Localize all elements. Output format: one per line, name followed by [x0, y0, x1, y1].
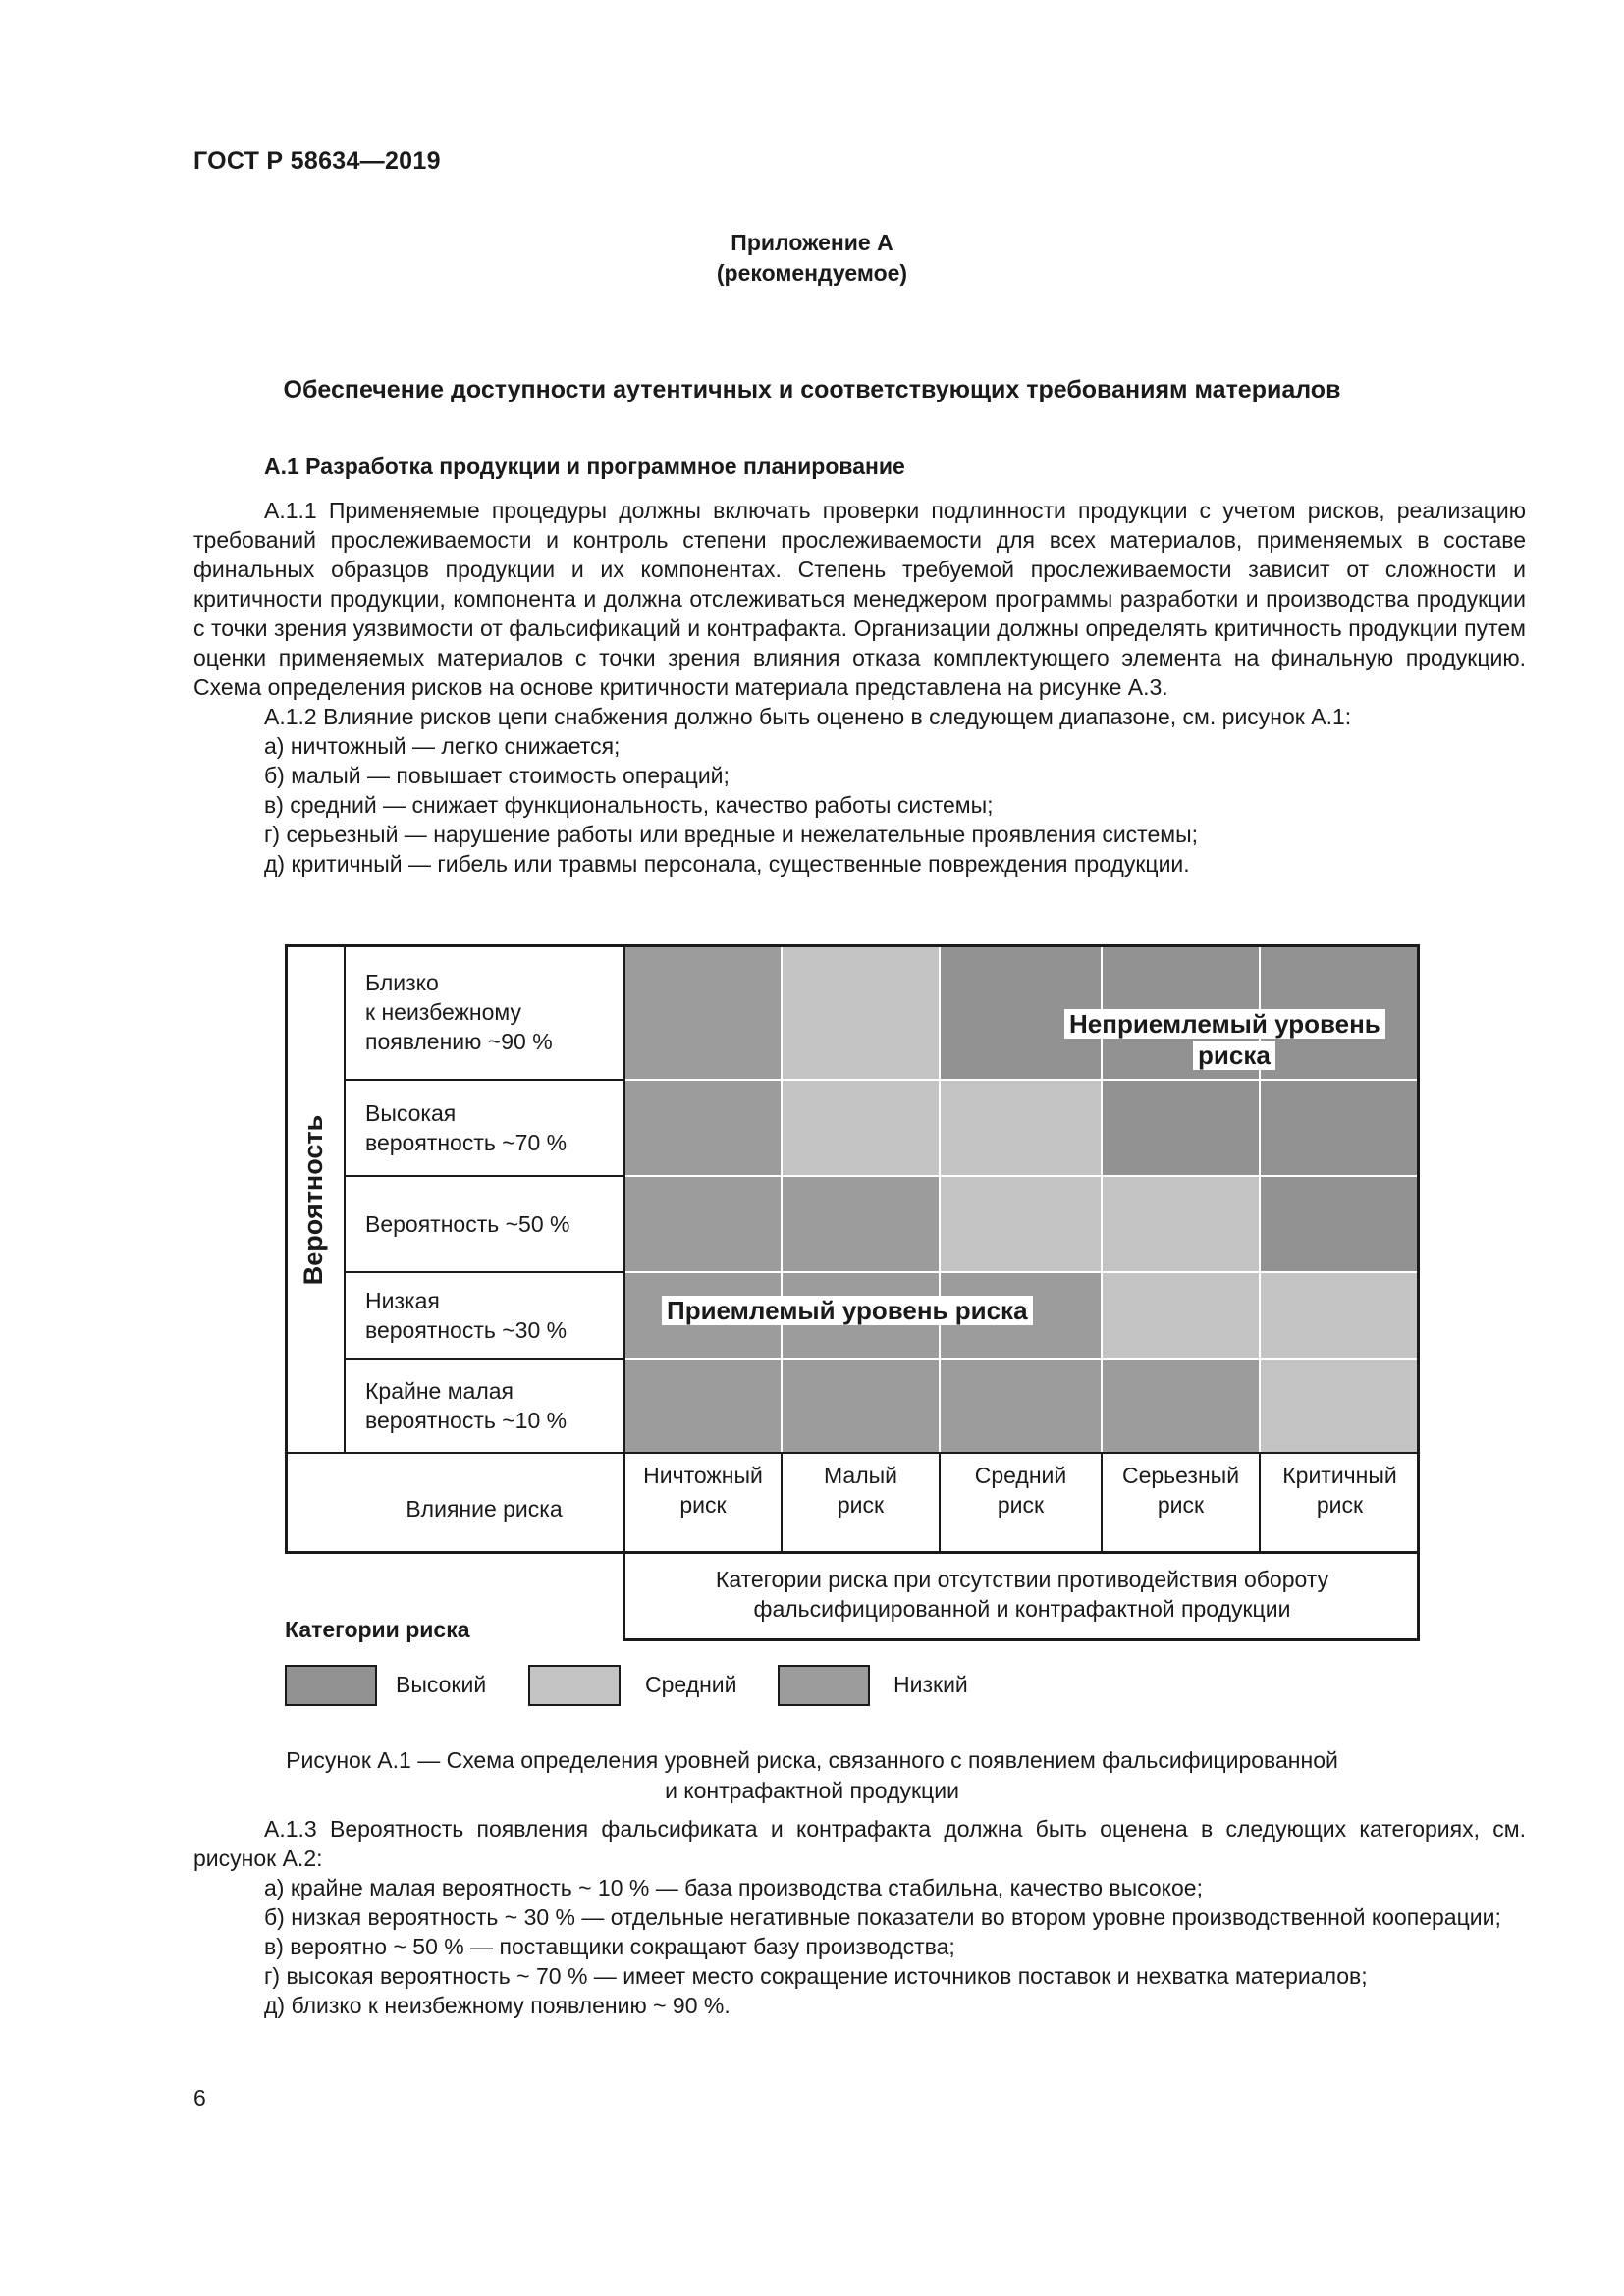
grid-line: [624, 1079, 1420, 1081]
matrix-cell: [1260, 1176, 1420, 1272]
section-heading: А.1 Разработка продукции и программное планирование: [264, 454, 905, 479]
matrix-cell: [1102, 1272, 1420, 1359]
risk-legend: [285, 1592, 1070, 1710]
column-label-minor: Малый риск: [823, 1463, 897, 1518]
matrix-cell: [1102, 1080, 1420, 1176]
column-label-critical: Критичный риск: [1282, 1463, 1397, 1518]
matrix-cell: [782, 1080, 940, 1176]
frame-line: [623, 944, 625, 1641]
annex-status: (рекомендуемое): [716, 260, 908, 286]
paragraph-a11: А.1.1 Применяемые процедуры должны включать проверки подлинности продукции с учетом рисков, реализацию требований прослеживаемости и контроль степени прослеживаемости для всех материалов, применяемых в составе финальных образцов продукции и их компонентах. Степень требуемой прослеживаемости зависит от сложности и критичности продукции, компонента и должна отслеживаться менеджером программы разработки и производства продукции с точки зрения уязвимости от фальсификаций и контрафакта. Организации должны определять критичность продукции путем оценки применяемых материалов с точки зрения влияния отказа комплектующего элемента на финальную продукцию. Схема определения рисков на основе критичности материала представлена на рисунке А.3.: [193, 498, 1526, 700]
risk-matrix-figure: [285, 944, 1420, 1622]
categories-note: Категории риска при отсутствии противодействия обороту фальсифицированной и контрафактной продукции: [715, 1567, 1329, 1622]
matrix-cell: [782, 1176, 940, 1272]
acceptable-zone-label: Приемлемый уровень риска: [662, 1296, 1033, 1325]
influence-label: Влияние риска: [406, 1496, 563, 1522]
list-item: б) малый — повышает стоимость операций;: [264, 763, 730, 788]
matrix-cell: [624, 1080, 782, 1176]
legend-swatch-medium: [528, 1665, 621, 1706]
list-item: г) серьезный — нарушение работы или вредные и нежелательные проявления системы;: [264, 822, 1198, 847]
matrix-cell: [782, 944, 940, 1080]
matrix-cell: [624, 944, 782, 1080]
matrix-cell: [624, 1359, 1260, 1453]
row-label-50: Вероятность ~50 %: [365, 1211, 570, 1237]
probability-axis-label: Вероятность: [298, 1114, 329, 1285]
legend-label-low: Низкий: [893, 1672, 968, 1697]
grid-line: [624, 1358, 1420, 1360]
column-label-medium: Средний риск: [974, 1463, 1067, 1518]
row-label-10: Крайне малая вероятность ~10 %: [365, 1378, 568, 1433]
grid-line: [781, 944, 783, 1453]
document-header: ГОСТ Р 58634—2019: [193, 147, 441, 175]
matrix-cell: [1102, 1176, 1260, 1272]
row-label-70: Высокая вероятность ~70 %: [365, 1100, 568, 1155]
row-label-30: Низкая вероятность ~30 %: [365, 1288, 568, 1343]
grid-line: [624, 1271, 1420, 1273]
column-label-serious: Серьезный риск: [1121, 1463, 1240, 1518]
list-item: г) высокая вероятность ~ 70 % — имеет место сокращение источников поставок и нехватка материалов;: [264, 1963, 1368, 1989]
legend-swatch-low: [778, 1665, 870, 1706]
grid-line: [939, 944, 941, 1453]
paragraph-a13: А.1.3 Вероятность появления фальсификата и контрафакта должна быть оценена в следующих категориях, см. рисунок А.2:: [193, 1816, 1526, 1871]
annex-heading: [0, 228, 1624, 289]
row-label-90: Близко к неизбежному появлению ~90 %: [365, 970, 553, 1054]
matrix-cell: [940, 1176, 1102, 1272]
list-item: в) средний — снижает функциональность, качество работы системы;: [264, 792, 994, 818]
list-item: а) ничтожный — легко снижается;: [264, 733, 621, 759]
matrix-cell: [1260, 1359, 1420, 1453]
text-block-2: [193, 1814, 1526, 2020]
annex-title: Приложение А: [731, 230, 893, 255]
unacceptable-zone-label: Неприемлемый уровень: [1064, 1009, 1385, 1039]
matrix-cell: [624, 1176, 782, 1272]
frame-line: [1417, 944, 1420, 1641]
main-title: Обеспечение доступности аутентичных и соответствующих требованиям материалов: [283, 376, 1341, 403]
paragraph-a12: А.1.2 Влияние рисков цепи снабжения должно быть оценено в следующем диапазоне, см. рисунок А.1:: [264, 704, 1352, 729]
page-number: 6: [193, 2085, 206, 2110]
frame-line: [285, 1551, 1420, 1554]
unacceptable-zone-label-2: риска: [1193, 1041, 1275, 1070]
list-item: б) низкая вероятность ~ 30 % — отдельные негативные показатели во втором уровне производственной кооперации;: [264, 1904, 1501, 1930]
legend-label-medium: Средний: [645, 1672, 737, 1697]
legend-title: Категории риска: [285, 1617, 470, 1642]
figure-caption: Рисунок А.1 — Схема определения уровней риска, связанного с появлением фальсифицированной и контрафактной продукции: [286, 1747, 1338, 1803]
legend-swatch-high: [285, 1665, 377, 1706]
matrix-cell: [940, 1080, 1102, 1176]
grid-line: [624, 1175, 1420, 1177]
list-item: д) близко к неизбежному появлению ~ 90 %.: [264, 1993, 731, 2018]
list-item: в) вероятно ~ 50 % — поставщики сокращают базу производства;: [264, 1934, 955, 1959]
text-block-1: [193, 496, 1526, 879]
list-item: д) критичный — гибель или травмы персонала, существенные повреждения продукции.: [264, 851, 1190, 877]
column-label-negligible: Ничтожный риск: [643, 1463, 763, 1518]
legend-label-high: Высокий: [396, 1672, 487, 1697]
list-item: а) крайне малая вероятность ~ 10 % — база производства стабильна, качество высокое;: [264, 1875, 1203, 1900]
